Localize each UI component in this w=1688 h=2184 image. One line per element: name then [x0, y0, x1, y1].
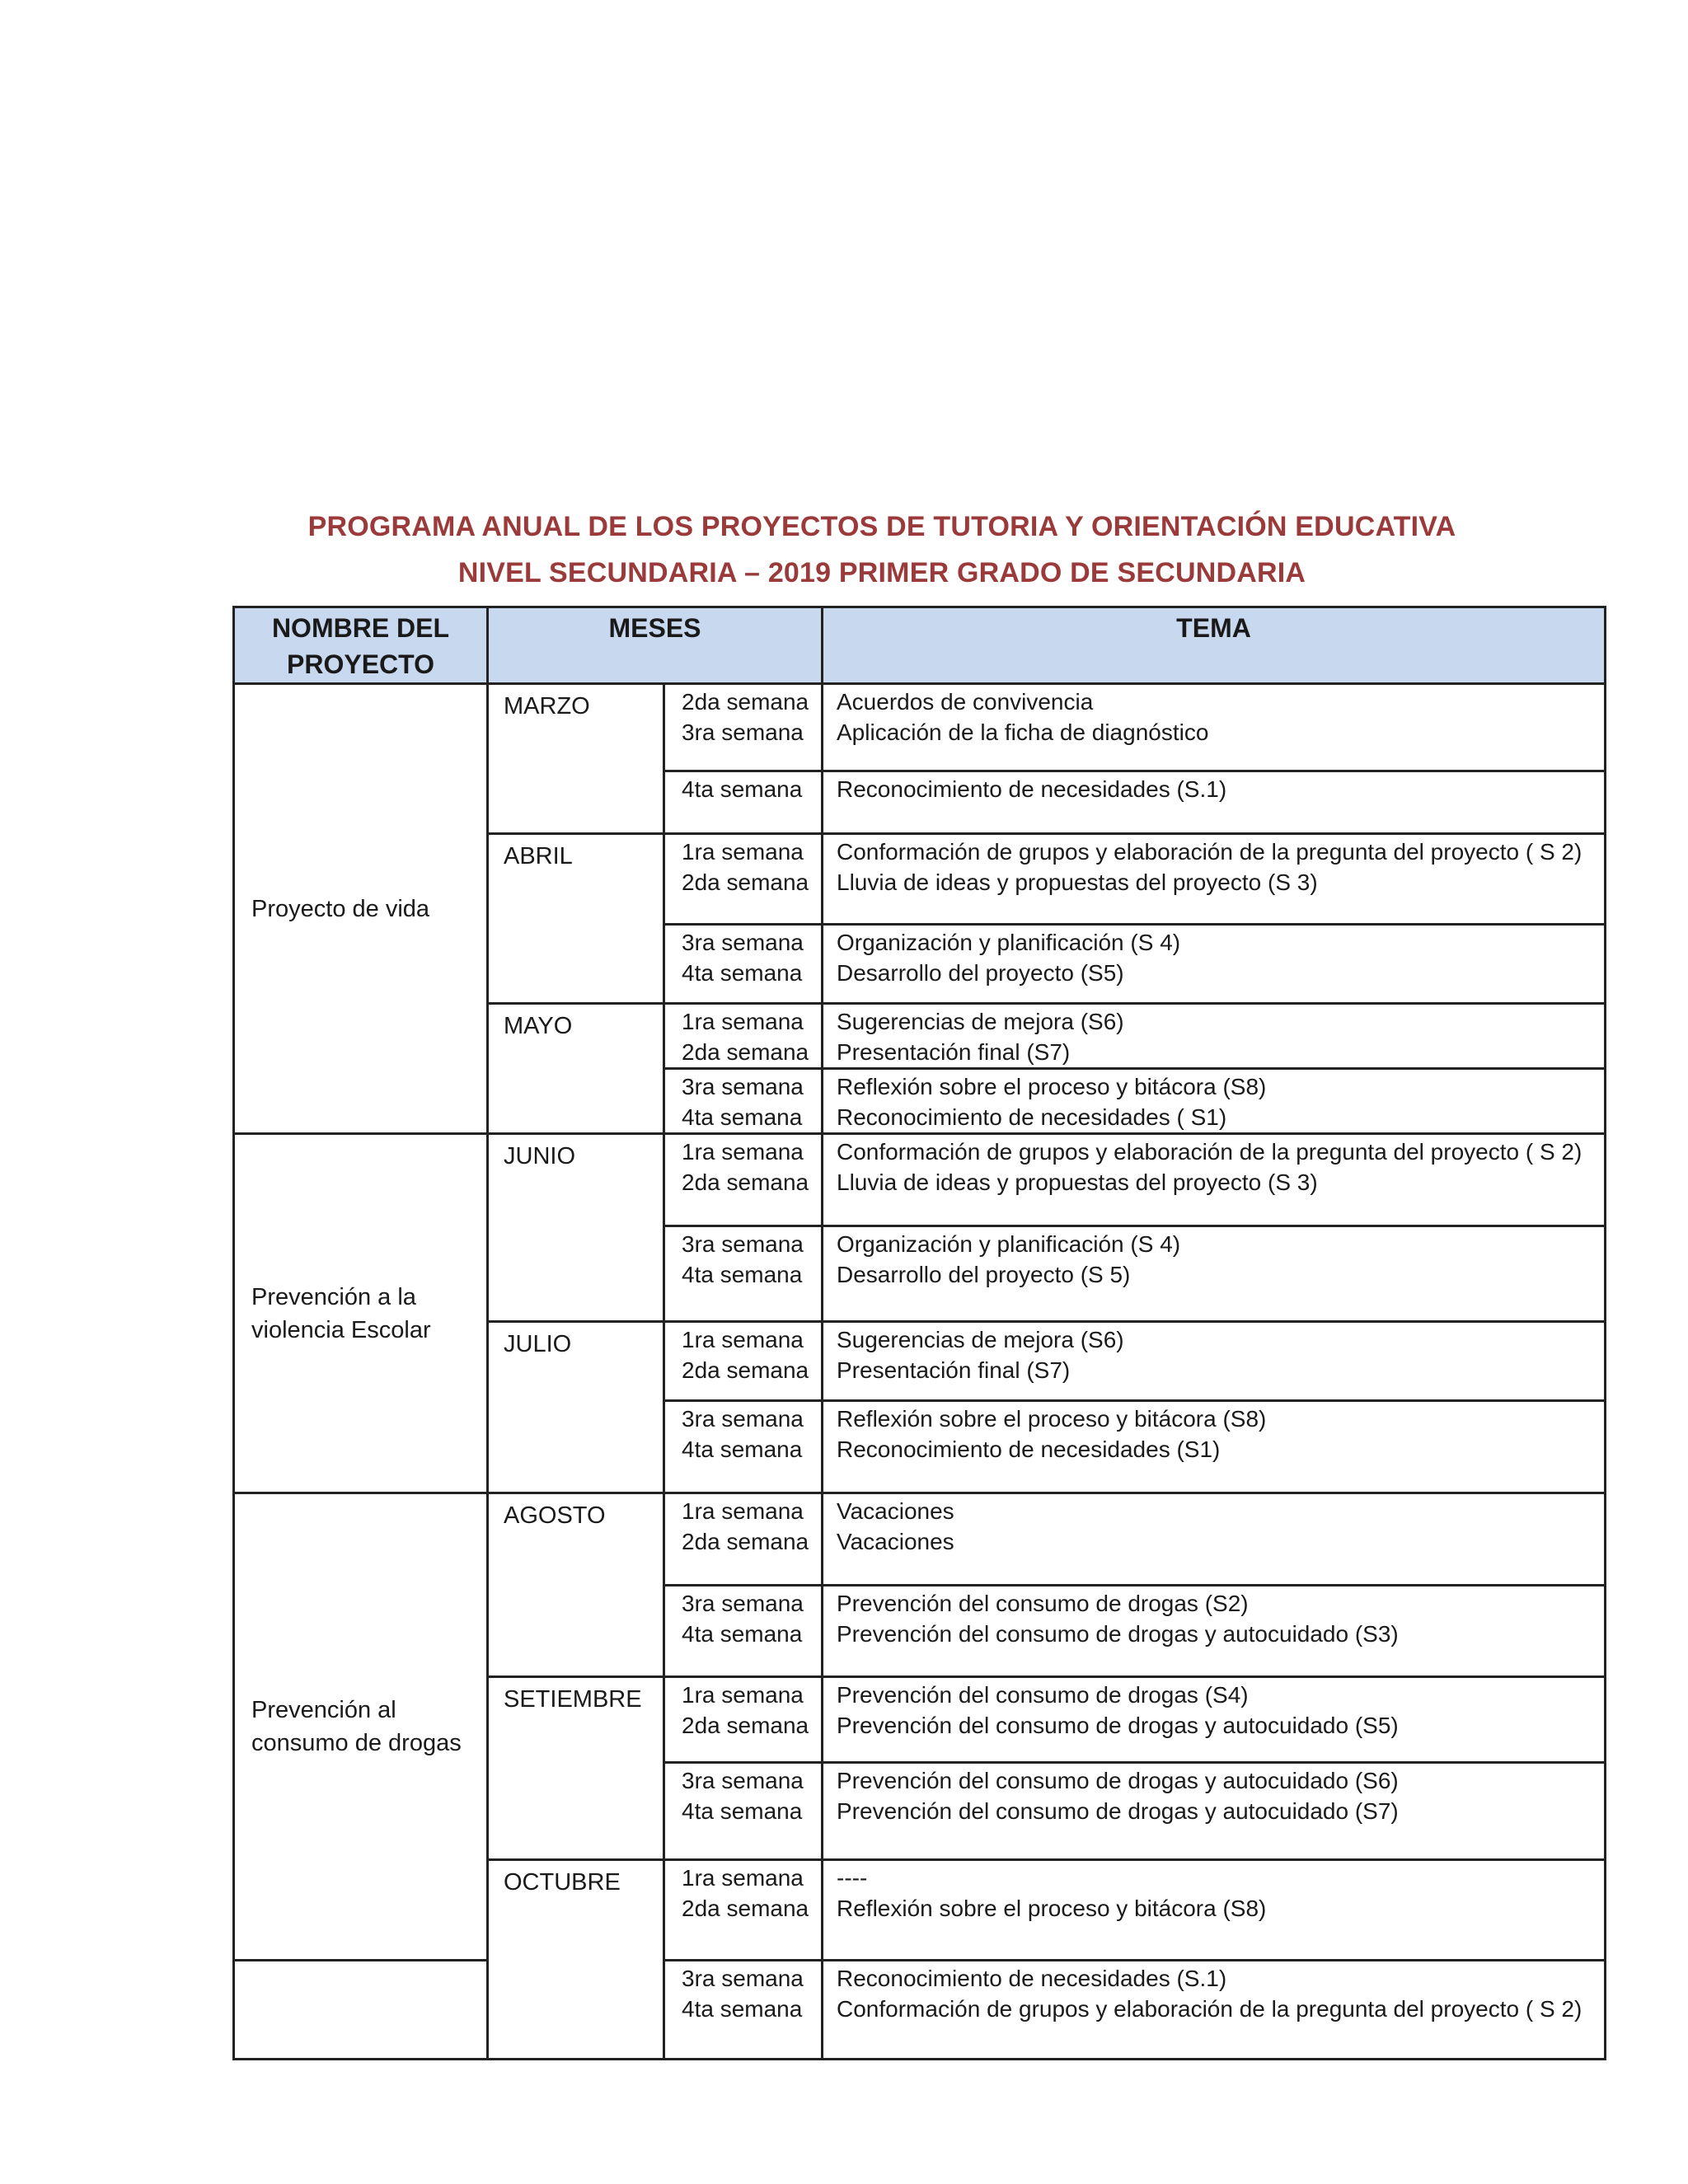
- topics-cell: [823, 771, 1606, 834]
- week-label: 2da semana: [682, 1529, 809, 1554]
- table-row: [234, 1493, 1606, 1586]
- topics-cell: [823, 1763, 1606, 1860]
- topic-text: Prevención del consumo de drogas y autocuidado (S7): [837, 1798, 1399, 1824]
- project-name-cell: [234, 684, 488, 1134]
- table-row: [234, 684, 1606, 771]
- document-subtitle: NIVEL SECUNDARIA – 2019 PRIMER GRADO DE SECUNDARIA: [457, 557, 1306, 588]
- week-label: 1ra semana: [682, 1498, 804, 1524]
- week-label: 4ta semana: [682, 776, 803, 802]
- week-label: 1ra semana: [682, 1327, 804, 1352]
- topic-text: Reconocimiento de necesidades (S.1): [837, 1966, 1227, 1991]
- topic-text: Conformación de grupos y elaboración de la pregunta del proyecto ( S 2): [837, 839, 1582, 865]
- project-name-cell-empty: [234, 1961, 488, 2060]
- weeks-cell: [664, 1860, 823, 1961]
- column-header-project: [234, 607, 488, 684]
- weeks-cell: [664, 1134, 823, 1226]
- topics-cell: [823, 684, 1606, 771]
- topic-text: Lluvia de ideas y propuestas del proyecto (S 3): [837, 869, 1318, 895]
- topics-cell: [823, 1677, 1606, 1763]
- week-label: 2da semana: [682, 1896, 809, 1921]
- week-label: 1ra semana: [682, 1139, 804, 1165]
- month-cell: JULIO: [488, 1322, 664, 1493]
- column-header-topic: TEMA: [823, 607, 1606, 684]
- topic-text: Conformación de grupos y elaboración de la pregunta del proyecto ( S 2): [837, 1139, 1582, 1165]
- month-cell: AGOSTO: [488, 1493, 664, 1677]
- topics-cell: [823, 1961, 1606, 2060]
- topic-text: Prevención del consumo de drogas y autocuidado (S5): [837, 1713, 1399, 1738]
- topic-text: Aplicación de la ficha de diagnóstico: [837, 719, 1209, 745]
- topic-text: Prevención del consumo de drogas y autocuidado (S6): [837, 1768, 1399, 1793]
- weeks-cell: [664, 925, 823, 1004]
- week-label: 2da semana: [682, 689, 809, 715]
- topic-text: Reflexión sobre el proceso y bitácora (S8): [837, 1406, 1267, 1432]
- month-cell: ABRIL: [488, 834, 664, 1004]
- topics-cell: [823, 1860, 1606, 1961]
- topic-text: Prevención del consumo de drogas (S2): [837, 1591, 1249, 1616]
- column-header-project-line2: PROYECTO: [287, 649, 434, 679]
- weeks-cell: [664, 1226, 823, 1322]
- topic-text: Organización y planificación (S 4): [837, 1231, 1181, 1257]
- week-label: 3ra semana: [682, 1966, 804, 1991]
- week-label: 1ra semana: [682, 839, 804, 865]
- table-row: [234, 1134, 1606, 1226]
- week-label: 4ta semana: [682, 1436, 803, 1462]
- topic-text: Sugerencias de mejora (S6): [837, 1327, 1124, 1352]
- week-label: 1ra semana: [682, 1682, 804, 1708]
- table-row: [234, 1961, 1606, 2060]
- topics-cell: [823, 1226, 1606, 1322]
- week-label: 2da semana: [682, 1357, 809, 1383]
- weeks-cell: [664, 834, 823, 925]
- tutoring-program-table: [232, 606, 1606, 2060]
- document-title: PROGRAMA ANUAL DE LOS PROYECTOS DE TUTORIA Y ORIENTACIÓN EDUCATIVA: [307, 511, 1456, 542]
- weeks-cell: [664, 1493, 823, 1586]
- weeks-cell: [664, 684, 823, 771]
- week-label: 3ra semana: [682, 1231, 804, 1257]
- topic-text: Acuerdos de convivencia: [837, 689, 1094, 715]
- weeks-cell: [664, 1069, 823, 1134]
- project-name-line1: Prevención al: [251, 1697, 396, 1723]
- week-label: 3ra semana: [682, 1768, 804, 1793]
- week-label: 3ra semana: [682, 1591, 804, 1616]
- topics-cell: [823, 925, 1606, 1004]
- weeks-cell: [664, 1763, 823, 1860]
- project-name-line2: violencia Escolar: [251, 1316, 431, 1343]
- week-label: 4ta semana: [682, 960, 803, 986]
- week-label: 4ta semana: [682, 1621, 803, 1647]
- topic-text: Vacaciones: [837, 1529, 954, 1554]
- week-label: 2da semana: [682, 1169, 809, 1195]
- month-cell: MARZO: [488, 684, 664, 834]
- month-cell: MAYO: [488, 1004, 664, 1134]
- project-name-cell: [234, 1134, 488, 1493]
- topic-text: Vacaciones: [837, 1498, 954, 1524]
- topics-cell: [823, 1004, 1606, 1069]
- project-name: Proyecto de vida: [251, 895, 430, 922]
- topic-text: Prevención del consumo de drogas (S4): [837, 1682, 1249, 1708]
- month-cell: JUNIO: [488, 1134, 664, 1322]
- project-name-line2: consumo de drogas: [251, 1730, 462, 1756]
- weeks-cell: [664, 1586, 823, 1677]
- weeks-cell: [664, 771, 823, 834]
- week-label: 2da semana: [682, 1713, 809, 1738]
- topic-text: Desarrollo del proyecto (S 5): [837, 1262, 1131, 1287]
- weeks-cell: [664, 1401, 823, 1493]
- week-label: 4ta semana: [682, 1996, 803, 2022]
- topic-text: Reconocimiento de necesidades (S1): [837, 1436, 1221, 1462]
- week-label: 4ta semana: [682, 1104, 803, 1130]
- topic-text: Presentación final (S7): [837, 1357, 1071, 1383]
- weeks-cell: [664, 1677, 823, 1763]
- project-name-line1: Prevención a la: [251, 1283, 416, 1310]
- project-name-cell: [234, 1493, 488, 1961]
- weeks-cell: [664, 1004, 823, 1069]
- topic-text: Reconocimiento de necesidades (S.1): [837, 776, 1227, 802]
- topic-text: Reflexión sobre el proceso y bitácora (S8): [837, 1896, 1267, 1921]
- week-label: 3ra semana: [682, 1406, 804, 1432]
- topics-cell: [823, 1134, 1606, 1226]
- topic-text: Organización y planificación (S 4): [837, 930, 1181, 955]
- topic-text: Lluvia de ideas y propuestas del proyecto (S 3): [837, 1169, 1318, 1195]
- week-label: 1ra semana: [682, 1009, 804, 1034]
- month-cell: SETIEMBRE: [488, 1677, 664, 1860]
- topic-text: Reconocimiento de necesidades ( S1): [837, 1104, 1227, 1130]
- topic-text: Conformación de grupos y elaboración de la pregunta del proyecto ( S 2): [837, 1996, 1582, 2022]
- topics-cell: [823, 834, 1606, 925]
- week-label: 2da semana: [682, 1039, 809, 1065]
- week-label: 4ta semana: [682, 1798, 803, 1824]
- topic-text: Prevención del consumo de drogas y autocuidado (S3): [837, 1621, 1399, 1647]
- column-header-project-line1: NOMBRE DEL: [271, 613, 450, 643]
- column-header-months: MESES: [488, 607, 823, 684]
- topic-text: ----: [837, 1865, 868, 1891]
- topic-text: Reflexión sobre el proceso y bitácora (S8): [837, 1074, 1267, 1099]
- topics-cell: [823, 1493, 1606, 1586]
- week-label: 1ra semana: [682, 1865, 804, 1891]
- month-cell: OCTUBRE: [488, 1860, 664, 2060]
- week-label: 3ra semana: [682, 719, 804, 745]
- topic-text: Desarrollo del proyecto (S5): [837, 960, 1124, 986]
- week-label: 2da semana: [682, 869, 809, 895]
- topics-cell: [823, 1069, 1606, 1134]
- week-label: 4ta semana: [682, 1262, 803, 1287]
- table-header-row: [234, 607, 1606, 684]
- topics-cell: [823, 1322, 1606, 1401]
- week-label: 3ra semana: [682, 1074, 804, 1099]
- weeks-cell: [664, 1961, 823, 2060]
- topic-text: Sugerencias de mejora (S6): [837, 1009, 1124, 1034]
- topics-cell: [823, 1586, 1606, 1677]
- topics-cell: [823, 1401, 1606, 1493]
- topic-text: Presentación final (S7): [837, 1039, 1071, 1065]
- weeks-cell: [664, 1322, 823, 1401]
- week-label: 3ra semana: [682, 930, 804, 955]
